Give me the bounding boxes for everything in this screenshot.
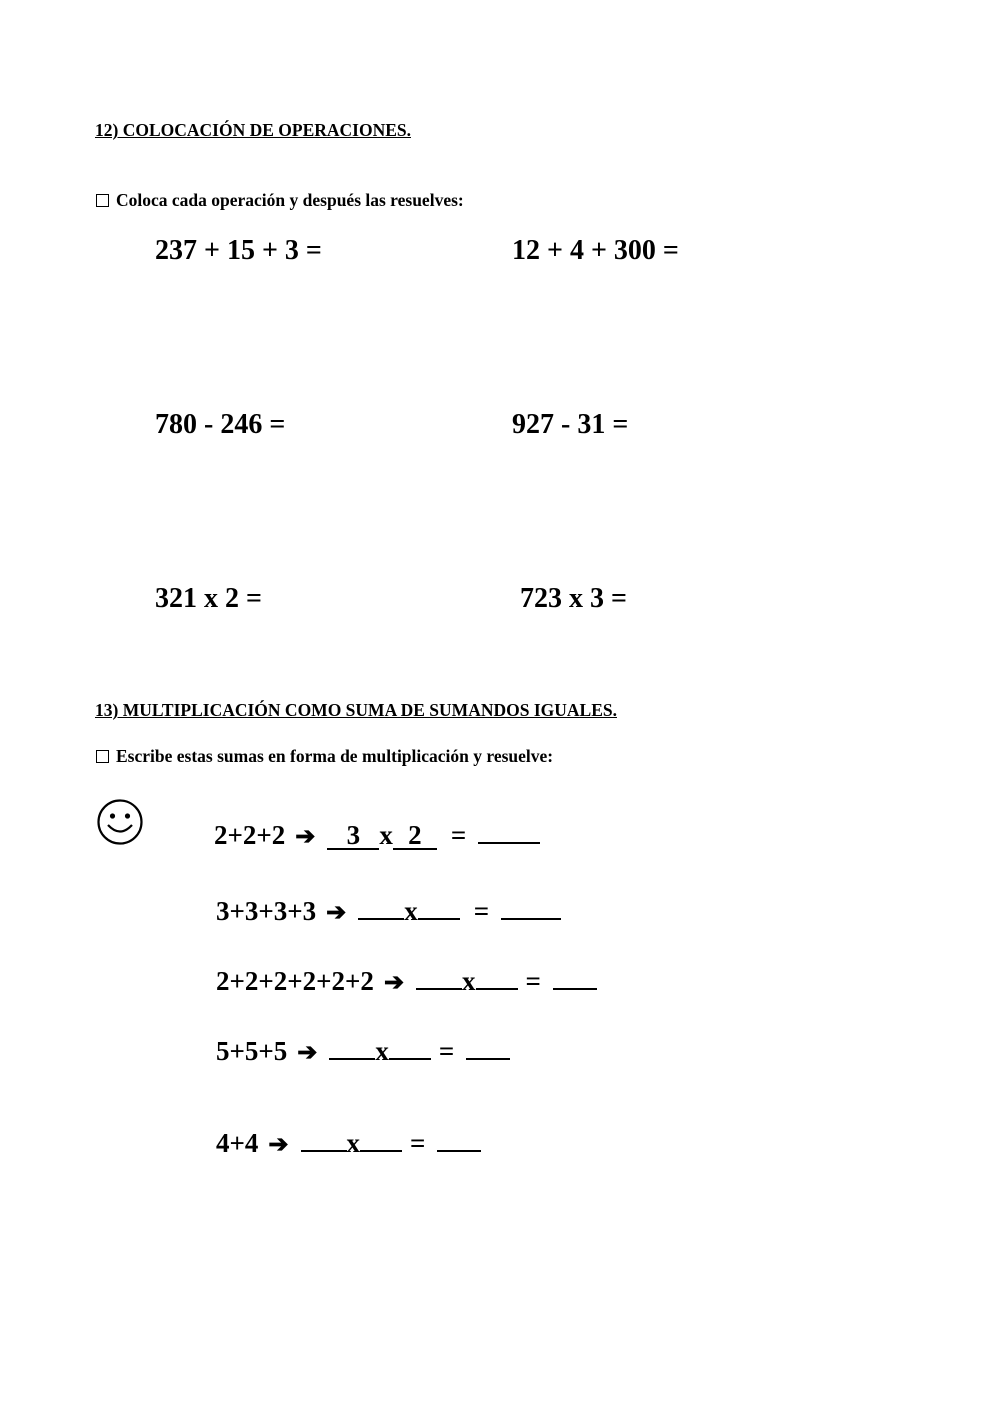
operation: 237 + 15 + 3 = [155, 235, 322, 266]
factor1-blank[interactable] [358, 892, 404, 920]
multiplication-row [214, 816, 540, 851]
equals-sign: = [450, 820, 467, 850]
instruction-text: Coloca cada operación y después las resuelves: [116, 190, 464, 210]
multiplication-row [216, 1032, 510, 1067]
sum-expression: 5+5+5 [216, 1036, 288, 1066]
factor1-blank[interactable] [329, 1032, 375, 1060]
section-13-instruction [96, 746, 553, 767]
factor1-blank[interactable]: 3 [327, 822, 379, 850]
sum-expression: 3+3+3+3 [216, 896, 317, 926]
result-blank[interactable] [437, 1124, 481, 1152]
arrow-right-icon: ➔ [297, 1040, 318, 1066]
equals-sign: = [410, 1128, 426, 1158]
arrow-right-icon: ➔ [383, 970, 405, 996]
times-sign: x [379, 820, 393, 850]
factor1-blank[interactable] [301, 1124, 347, 1152]
equals-sign: = [473, 896, 490, 926]
times-sign: x [462, 966, 476, 996]
operation: 723 x 3 = [520, 583, 627, 614]
times-sign: x [346, 1128, 360, 1158]
sum-expression: 2+2+2 [214, 820, 286, 850]
factor2-blank[interactable] [360, 1124, 402, 1152]
operation: 321 x 2 = [155, 583, 262, 614]
result-blank[interactable] [478, 816, 540, 844]
times-sign: x [375, 1036, 389, 1066]
factor2-blank[interactable]: 2 [393, 822, 437, 850]
factor2-blank[interactable] [389, 1032, 431, 1060]
times-sign: x [404, 896, 418, 926]
section-13-heading: 13) MULTIPLICACIÓN COMO SUMA DE SUMANDOS IGUALES. [95, 700, 617, 720]
factor1-blank[interactable] [416, 962, 462, 990]
operation: 12 + 4 + 300 = [512, 235, 679, 266]
checkbox-icon [96, 194, 109, 207]
checkbox-icon [96, 750, 109, 763]
operation: 780 - 246 = [155, 409, 286, 440]
result-blank[interactable] [466, 1032, 510, 1060]
result-blank[interactable] [501, 892, 561, 920]
factor2-blank[interactable] [418, 892, 460, 920]
section-12-instruction [96, 190, 464, 211]
smiley-face-icon [96, 798, 144, 846]
multiplication-row [216, 892, 561, 927]
arrow-right-icon: ➔ [295, 824, 316, 850]
factor2-blank[interactable] [476, 962, 518, 990]
result-blank[interactable] [553, 962, 597, 990]
section-12-heading: 12) COLOCACIÓN DE OPERACIONES. [95, 120, 411, 140]
multiplication-row [216, 1124, 481, 1159]
equals-sign: = [525, 966, 541, 996]
operation: 927 - 31 = [512, 409, 629, 440]
multiplication-row [216, 962, 597, 997]
equals-sign: = [438, 1036, 455, 1066]
instruction-text: Escribe estas sumas en forma de multiplicación y resuelve: [116, 746, 554, 766]
arrow-right-icon: ➔ [268, 1132, 289, 1158]
sum-expression: 2+2+2+2+2+2 [216, 966, 374, 996]
arrow-right-icon: ➔ [326, 900, 347, 926]
sum-expression: 4+4 [216, 1128, 259, 1158]
